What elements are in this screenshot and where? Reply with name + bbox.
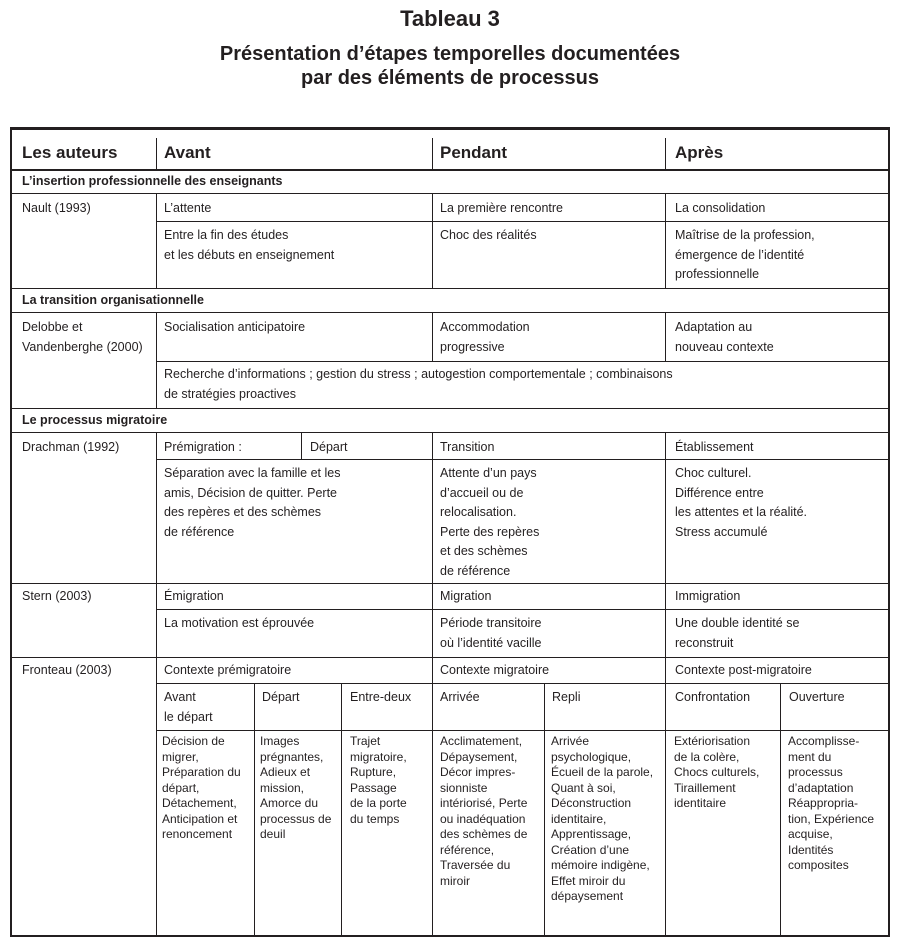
fronteau-desc-depart: Images prégnantes, Adieux et mission, Amorce du processus de deuil [260,734,332,841]
stern-stage-during: Migration [440,589,492,603]
rule-col-authors-1 [156,193,157,288]
table-title-line-2: par des éléments de processus [301,67,599,89]
rule-col-after-3 [665,432,666,937]
fronteau-sub-avant: Avant le départ [164,690,213,724]
rule-drachman-stages [157,459,888,460]
drachman-desc-before: Séparation avec la famille et les amis, Décision de quitter. Perte des repères et des schèmes de référence [164,466,341,539]
fronteau-sub-confrontation: Confrontation [675,690,751,704]
table-title [0,42,900,90]
fronteau-desc-confrontation: Extériorisation de la colère, Chocs culturels, Tiraillement identitaire [674,734,760,810]
drachman-desc-during: Attente d’un pays d’accueil ou de relocalisation. Perte des repères et des schèmes de référence [440,466,540,578]
nault-stage-after: La consolidation [675,201,766,215]
section-title-insertion: L’insertion professionnelle des enseignants [22,174,283,188]
author-stern: Stern (2003) [22,589,92,603]
fronteau-sub-depart: Départ [262,690,300,704]
rule-col-during-3 [432,432,433,937]
fronteau-desc-avant: Décision de migrer, Préparation du départ, Détachement, Anticipation et renoncement [162,734,241,841]
rule-drachman-premig [301,432,302,459]
rule-stern-stages [157,609,888,610]
rule-section-transition-top [12,288,888,289]
column-header-after: Après [675,143,724,162]
fronteau-stage-after: Contexte post-migratoire [675,663,812,677]
rule-col-authors-2 [156,312,157,408]
rule-fronteau-sub-3 [544,683,545,937]
rule-col-after-1 [665,193,666,288]
rule-fronteau-sub-1 [254,683,255,937]
drachman-desc-after: Choc culturel. Différence entre les attentes et la réalité. Stress accumulé [675,466,808,539]
stern-stage-before: Émigration [164,589,224,603]
table-title-line-1: Présentation d’étapes temporelles documentées [219,43,681,65]
author-drachman: Drachman (1992) [22,440,120,454]
stern-desc-after: Une double identité se reconstruit [675,616,800,650]
rule-nault-stages [157,221,888,222]
rule-col-after-2 [665,312,666,361]
rule-fronteau-subphases [157,730,888,731]
fronteau-stage-before: Contexte prémigratoire [164,663,292,677]
table-label: Tableau 3 [400,6,500,31]
section-title-migration: Le processus migratoire [22,413,168,427]
drachman-stage-depart: Départ [310,440,348,454]
nault-stage-during: La première rencontre [440,201,563,215]
delobbe-stage-during: Accommodation progressive [440,320,530,354]
rule-section-migration-top [12,408,888,409]
delobbe-desc-all: Recherche d’informations ; gestion du stress ; autogestion comportementale ; combinaisons de stratégies proactives [164,367,673,401]
delobbe-stage-before: Socialisation anticipatoire [164,320,306,334]
fronteau-desc-repli: Arrivée psychologique, Écueil de la parole, Quant à soi, Déconstruction identitaire, Apprentissage, Création d’une mémoire indigène, Effet miroir du dépaysement [551,734,654,903]
fronteau-sub-repli: Repli [552,690,581,704]
author-delobbe: Delobbe et Vandenberghe (2000) [22,320,143,354]
rule-fronteau-stages [157,683,888,684]
rule-col-authors-header [156,138,157,169]
rule-col-during-2 [432,312,433,361]
rule-header [12,169,888,171]
fronteau-desc-arrivee: Acclimatement, Dépaysement, Décor impres- sionniste intériorisé, Perte ou inadéquation des schèmes de référence, Traversée du miroir [440,734,528,888]
fronteau-desc-ouverture: Accomplisse- ment du processus d’adaptation Réappropria- tion, Expérience acquise, Identités composites [788,734,875,872]
nault-desc-after: Maîtrise de la profession, émergence de l’identité professionnelle [675,228,815,281]
rule-section-transition [12,312,888,313]
author-fronteau: Fronteau (2003) [22,663,112,677]
nault-stage-before: L’attente [164,201,212,215]
nault-desc-during: Choc des réalités [440,228,537,242]
stern-desc-during: Période transitoire où l’identité vacille [440,616,542,650]
stern-stage-after: Immigration [675,589,741,603]
rule-fronteau-sub-2 [341,683,342,937]
author-nault: Nault (1993) [22,201,91,215]
column-header-before: Avant [164,143,211,162]
fronteau-stage-during: Contexte migratoire [440,663,550,677]
rule-col-authors-3 [156,432,157,937]
fronteau-desc-entre-deux: Trajet migratoire, Rupture, Passage de la porte du temps [350,734,407,826]
fronteau-sub-arrivee: Arrivée [440,690,480,704]
rule-fronteau-top [12,657,888,658]
drachman-stage-after: Établissement [675,440,754,454]
rule-delobbe-stages [157,361,888,362]
stern-desc-before: La motivation est éprouvée [164,616,315,630]
drachman-stage-during: Transition [440,440,495,454]
column-header-authors: Les auteurs [22,143,118,162]
fronteau-sub-entre-deux: Entre-deux [350,690,412,704]
fronteau-sub-ouverture: Ouverture [789,690,845,704]
nault-desc-before: Entre la fin des études et les débuts en enseignement [164,228,335,262]
rule-fronteau-sub-4 [780,683,781,937]
column-header-during: Pendant [440,143,508,162]
delobbe-stage-after: Adaptation au nouveau contexte [675,320,774,354]
rule-col-after-header [665,138,666,169]
section-title-transition: La transition organisationnelle [22,293,204,307]
rule-section-migration [12,432,888,433]
rule-stern-top [12,583,888,584]
rule-col-during-1 [432,193,433,288]
drachman-stage-premigration: Prémigration : [164,440,242,454]
rule-section-insertion [12,193,888,194]
rule-col-during-header [432,138,433,169]
